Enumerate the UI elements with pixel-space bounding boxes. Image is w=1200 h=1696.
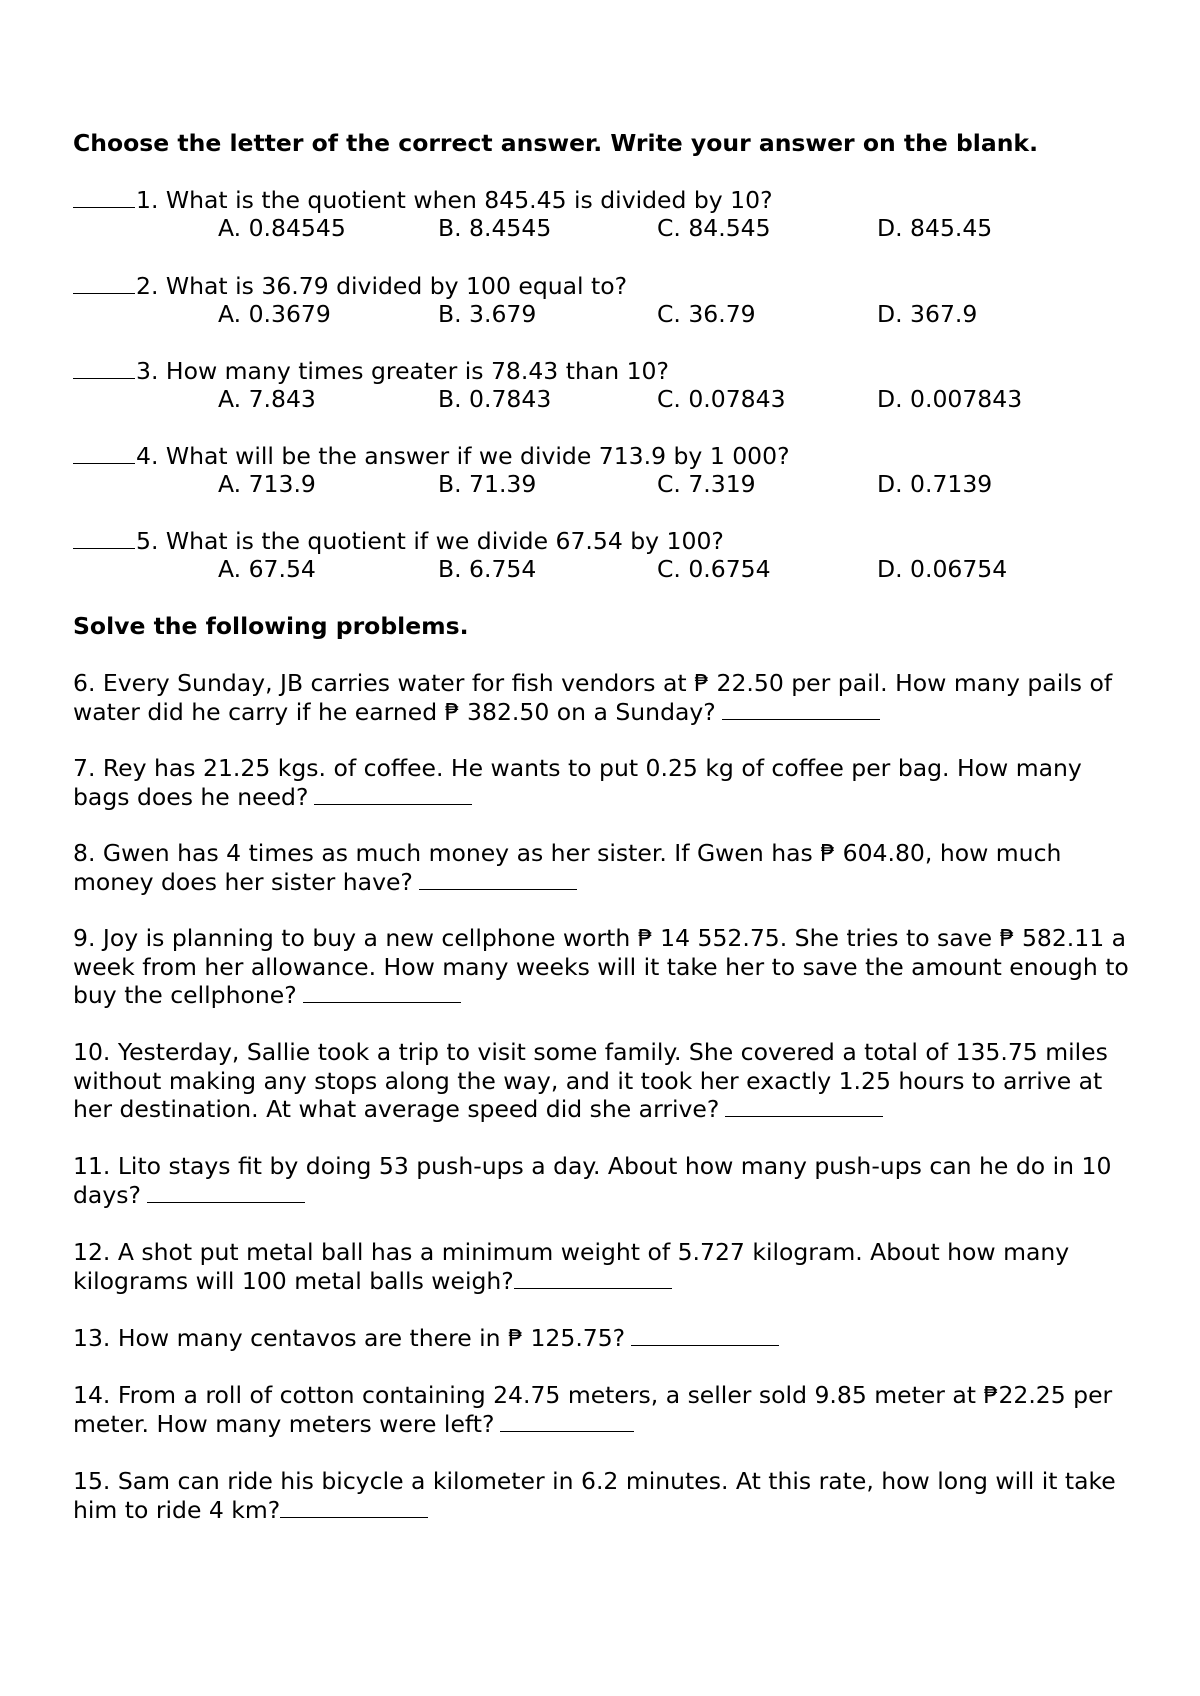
answer-line[interactable] [147,1181,305,1203]
question-text: What is the quotient when 845.45 is divided by 10? [165,186,773,214]
question-5 [73,527,1008,583]
choice-a: A. 713.9 [218,470,316,498]
problem-text: 6. Every Sunday, JB carries water for fish vendors at ₱ 22.50 per pail. How many pails of water did he carry if he earned ₱ 382.50 on a Sunday? [73,669,1113,726]
question-text: What is the quotient if we divide 67.54 by 100? [165,527,724,555]
question-1 [73,186,993,242]
section2-instruction: Solve the following problems. [73,612,469,640]
problem-13 [73,1324,1143,1353]
choice-a: A. 0.84545 [218,214,346,242]
choice-c: C. 36.79 [657,300,756,328]
problem-text: 9. Joy is planning to buy a new cellphone worth ₱ 14 552.75. She tries to save ₱ 582.11 a week from her allowance. How many weeks will it take her to save the amount enough to buy the cellphone? [73,924,1129,1009]
choice-b: B. 3.679 [438,300,537,328]
answer-line[interactable] [419,868,577,890]
choice-c: C. 7.319 [657,470,756,498]
answer-blank[interactable] [73,272,135,294]
problem-10 [73,1038,1143,1124]
problem-11 [73,1152,1143,1209]
problem-6 [73,669,1143,726]
question-text: What will be the answer if we divide 713.9 by 1 000? [165,442,790,470]
question-3 [73,357,1023,413]
answer-line[interactable] [514,1267,672,1289]
choice-c: C. 0.6754 [657,555,771,583]
problem-7 [73,754,1143,811]
answer-line[interactable] [303,981,461,1003]
question-number: 4. [136,442,159,470]
question-number: 2. [136,272,159,300]
problem-text: 15. Sam can ride his bicycle a kilometer in 6.2 minutes. At this rate, how long will it take him to ride 4 km? [73,1467,1116,1524]
answer-line[interactable] [722,698,880,720]
section1-instruction: Choose the letter of the correct answer. Write your answer on the blank. [73,129,1038,157]
problem-text: 13. How many centavos are there in ₱ 125.75? [73,1324,626,1352]
question-number: 3. [136,357,159,385]
answer-line[interactable] [725,1095,883,1117]
answer-line[interactable] [280,1496,428,1518]
answer-line[interactable] [500,1410,634,1432]
question-number: 5. [136,527,159,555]
problem-14 [73,1381,1143,1438]
choice-d: D. 0.7139 [877,470,993,498]
answer-blank[interactable] [73,527,135,549]
problem-text: 10. Yesterday, Sallie took a trip to visit some family. She covered a total of 135.75 miles without making any stops along the way, and it took her exactly 1.25 hours to arrive at her destination. At what average speed did she arrive? [73,1038,1108,1123]
choice-a: A. 7.843 [218,385,316,413]
answer-blank[interactable] [73,357,135,379]
choice-c: C. 0.07843 [657,385,786,413]
problem-9 [73,924,1143,1010]
choice-d: D. 367.9 [877,300,978,328]
answer-blank[interactable] [73,186,135,208]
problem-text: 12. A shot put metal ball has a minimum weight of 5.727 kilogram. About how many kilograms will 100 metal balls weigh? [73,1238,1070,1295]
question-4 [73,442,993,498]
question-text: What is 36.79 divided by 100 equal to? [165,272,628,300]
choice-b: B. 6.754 [438,555,537,583]
problem-15 [73,1467,1143,1524]
problem-text: 8. Gwen has 4 times as much money as her sister. If Gwen has ₱ 604.80, how much money does her sister have? [73,839,1062,896]
question-number: 1. [136,186,159,214]
choice-c: C. 84.545 [657,214,771,242]
choice-a: A. 67.54 [218,555,316,583]
choice-d: D. 845.45 [877,214,993,242]
problem-8 [73,839,1143,896]
choice-b: B. 71.39 [438,470,537,498]
problem-12 [73,1238,1143,1295]
problem-text: 14. From a roll of cotton containing 24.75 meters, a seller sold 9.85 meter at ₱22.25 per meter. How many meters were left? [73,1381,1113,1438]
question-2 [73,272,978,328]
choice-d: D. 0.007843 [877,385,1023,413]
problem-text: 11. Lito stays fit by doing 53 push-ups a day. About how many push-ups can he do in 10 days? [73,1152,1112,1209]
answer-line[interactable] [631,1324,779,1346]
choice-b: B. 0.7843 [438,385,552,413]
choice-b: B. 8.4545 [438,214,552,242]
choice-d: D. 0.06754 [877,555,1008,583]
answer-blank[interactable] [73,442,135,464]
question-text: How many times greater is 78.43 than 10? [165,357,669,385]
choice-a: A. 0.3679 [218,300,331,328]
answer-line[interactable] [314,783,472,805]
problem-text: 7. Rey has 21.25 kgs. of coffee. He wants to put 0.25 kg of coffee per bag. How many bags does he need? [73,754,1082,811]
